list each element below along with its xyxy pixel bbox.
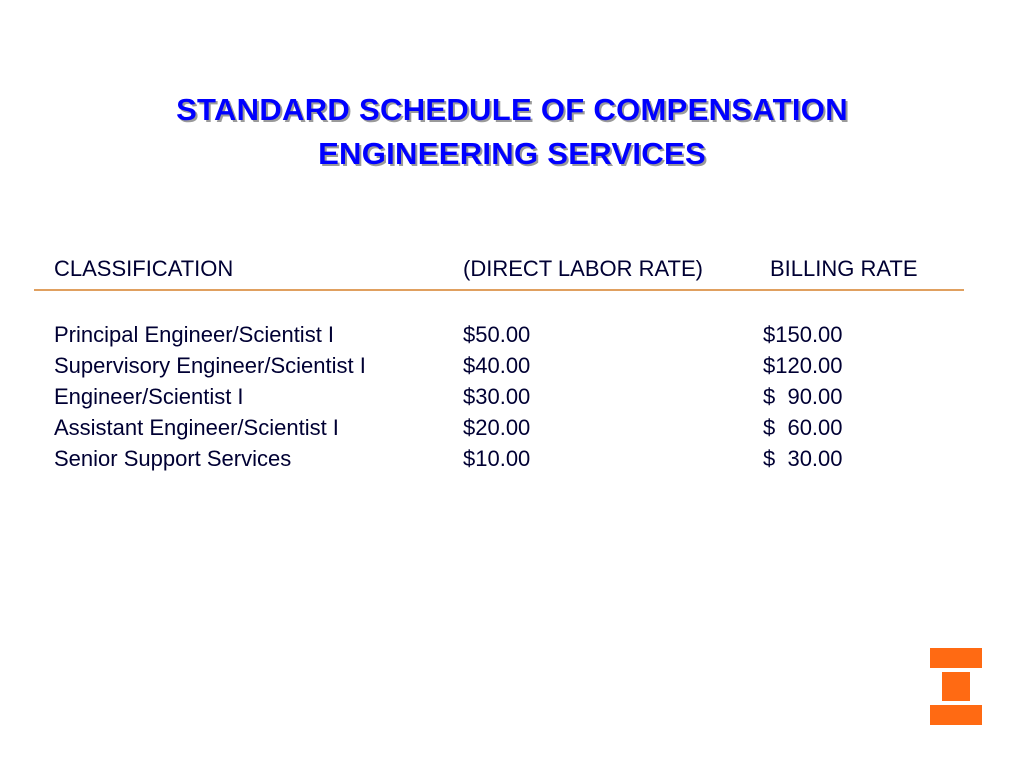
table-row (54, 382, 964, 413)
table-row (54, 413, 964, 444)
row-classification: Principal Engineer/Scientist I (54, 322, 335, 347)
row-billing-rate: $120.00 (763, 353, 843, 378)
table-row (54, 351, 964, 382)
header-divider (34, 289, 964, 291)
row-billing-rate: $ 60.00 (763, 415, 843, 440)
table-row (54, 320, 964, 351)
row-billing-rate: $150.00 (763, 322, 843, 347)
row-classification: Supervisory Engineer/Scientist I (54, 353, 366, 378)
row-classification: Assistant Engineer/Scientist I (54, 415, 339, 440)
block-i-logo-icon (930, 648, 982, 725)
slide-title (0, 88, 1024, 176)
title-line-1: STANDARD SCHEDULE OF COMPENSATION (176, 92, 848, 127)
row-classification: Engineer/Scientist I (54, 384, 244, 409)
row-billing-rate: $ 30.00 (763, 446, 843, 471)
row-direct-labor-rate: $10.00 (463, 446, 531, 471)
table-row (54, 444, 964, 475)
row-direct-labor-rate: $30.00 (463, 384, 531, 409)
header-classification: CLASSIFICATION (54, 256, 234, 281)
row-direct-labor-rate: $20.00 (463, 415, 531, 440)
header-direct-labor-rate: (DIRECT LABOR RATE) (463, 256, 703, 281)
title-line-2: ENGINEERING SERVICES (318, 136, 706, 171)
rate-table (54, 320, 964, 475)
table-header (54, 254, 964, 284)
row-direct-labor-rate: $50.00 (463, 322, 531, 347)
header-billing-rate: BILLING RATE (770, 256, 918, 281)
row-classification: Senior Support Services (54, 446, 292, 471)
row-direct-labor-rate: $40.00 (463, 353, 531, 378)
row-billing-rate: $ 90.00 (763, 384, 843, 409)
